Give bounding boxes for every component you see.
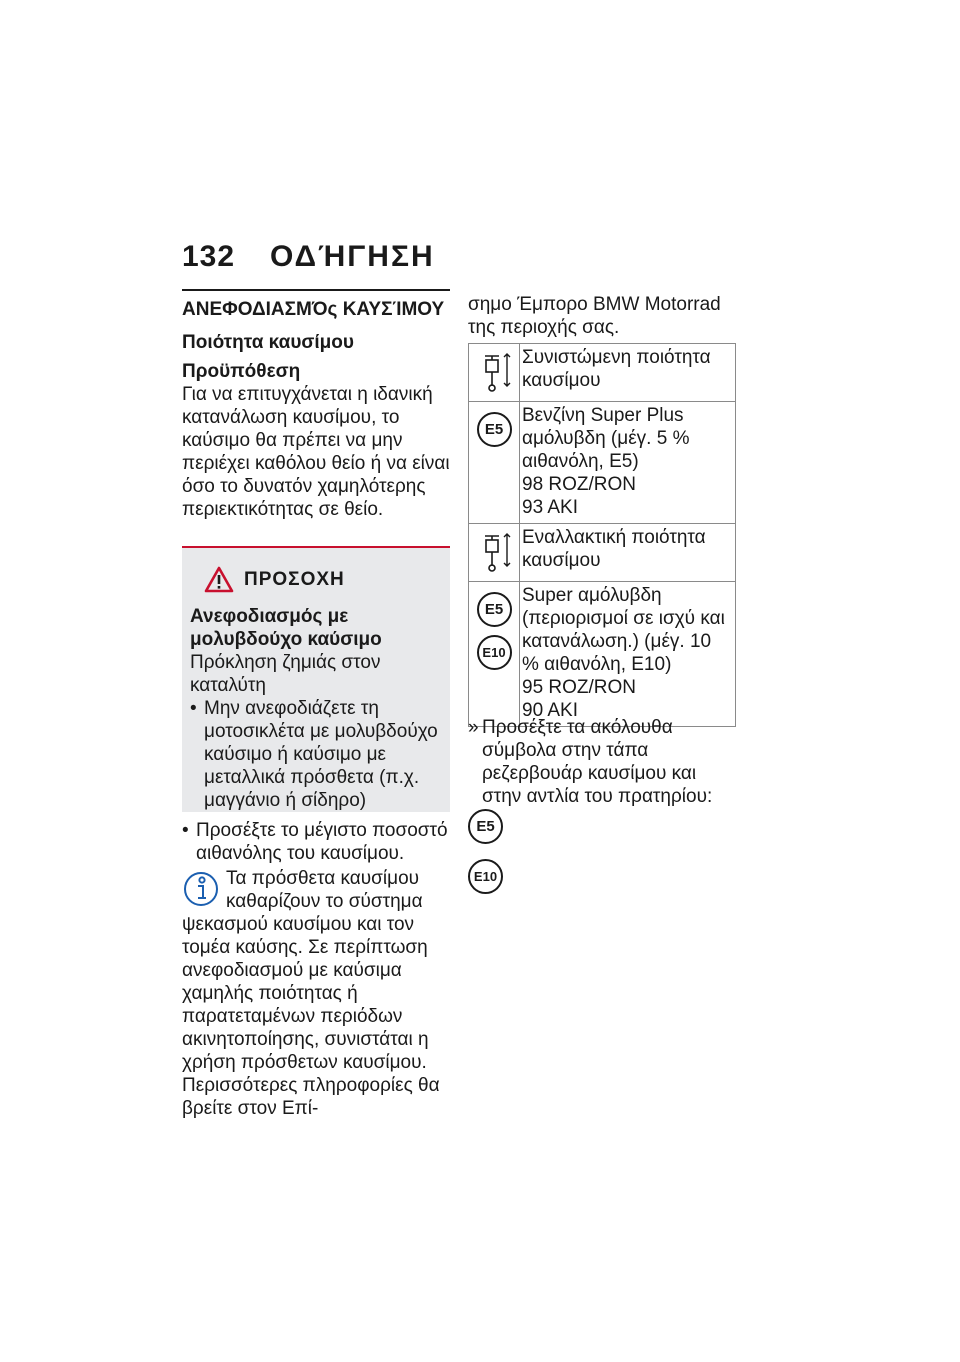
e5-badge-icon: E5 [477, 412, 512, 447]
symbols-bullet-text: Προσέξτε τα ακόλουθα σύμβολα στην τάπα ρεζερβουάρ καυσίμου και στην αντλία του πρατηρίου: [482, 717, 713, 807]
warning-title: Ανεφοδιασμός με μολυβδούχο καύσιμο [190, 606, 382, 650]
warning-box [182, 546, 450, 812]
e5-badge-icon: E5 [477, 592, 512, 627]
fuel-quality-table [468, 343, 736, 727]
alternative-line: 90 AKI [522, 700, 578, 721]
table-icon-cell [469, 344, 520, 402]
alternative-quality-label: Εναλλακτική ποιότητα καυσίμου [522, 527, 706, 571]
e10-badge-icon: E10 [468, 859, 503, 894]
alternative-line: 95 ROZ/RON [522, 677, 637, 698]
info-icon [182, 867, 222, 911]
table-row [469, 402, 736, 524]
recommended-quality-label: Συνιστώμενη ποιότητα καυσίμου [522, 347, 711, 391]
table-row [469, 582, 736, 727]
prerequisite-paragraph: Για να επιτυγχάνεται η ιδανική κατανάλωση καυσίμου, το καύσιμο θα πρέπει να μην περιέχει καθόλου θείο ή να είναι όσο το δυνατόν χαμηλότερης περιεκτικότητας σε θείο. [182, 384, 450, 520]
table-icon-cell [469, 524, 520, 582]
warning-bullet-text: Μην ανεφοδιάζετε τη μοτοσικλέτα με μολυβδούχο καύσιμο ή καύσιμο με μεταλλικά πρόσθετα (π.χ. μαγγάνιο ή σίδηρο) [204, 698, 438, 811]
recommended-line: 98 ROZ/RON [522, 474, 637, 495]
subtitle-prerequisite: Προϋπόθεση [182, 361, 301, 382]
table-row [469, 524, 736, 582]
fuel-pump-icon [469, 524, 519, 576]
chapter-title: ΟΔΉΓΗΣΗ [270, 240, 435, 273]
ethanol-bullet [182, 819, 450, 865]
alternative-line: Super αμόλυβδη (περιορισμοί σε ισχύ και κατανάλωση.) (μέγ. 10 % αιθανόλη, E10) [522, 585, 725, 675]
fuel-pump-icon [469, 344, 519, 396]
table-icon-cell [469, 582, 520, 727]
warning-bullet [190, 697, 444, 812]
table-cell [520, 524, 736, 582]
e5-badge-icon: E5 [468, 809, 503, 844]
info-text: Τα πρόσθετα καυσίμου καθαρίζουν το σύστημα ψεκασμού καυσίμου και τον τομέα καύσης. Σε περίπτωση ανεφοδιασμού με καύσιμα χαμηλής ποιότητας ή παρατεταμένων περιόδων ακινητοποίησης, συνιστάται η χρήση πρόσθετων καυσίμου. Περισσότερες πληροφορίες θα βρείτε στον Επί- [182, 868, 440, 1119]
page-number: 132 [182, 240, 236, 273]
ethanol-bullet-text: Προσέξτε το μέγιστο ποσοστό αιθανόλης του καυσίμου. [196, 820, 448, 864]
table-row [469, 344, 736, 402]
recommended-line: 93 AKI [522, 497, 578, 518]
double-chevron-icon: » [468, 717, 479, 738]
warning-label: ΠΡΟΣΟΧΗ [244, 568, 345, 590]
right-continuation: σημο Έμπορο BMW Motorrad της περιοχής σας. [468, 294, 721, 338]
left-column [182, 298, 450, 521]
table-icon-cell [469, 402, 520, 524]
table-cell [520, 402, 736, 524]
warning-consequence: Πρόκληση ζημιάς στον καταλύτη [190, 652, 381, 696]
subtitle-fuel-quality: Ποιότητα καυσίμου [182, 332, 354, 353]
e10-badge-icon: E10 [477, 635, 512, 670]
warning-header [182, 548, 450, 593]
recommended-line: Βενζίνη Super Plus αμόλυβδη (μέγ. 5 % αιθανόλη, E5) [522, 405, 690, 472]
table-cell [520, 344, 736, 402]
table-cell [520, 582, 736, 727]
header-divider [182, 289, 450, 291]
section-title: ΑΝΕΦΟΔΙΑΣΜΌς ΚΑΥΣΊΜΟΥ [182, 299, 445, 320]
warning-icon [204, 566, 234, 593]
info-note [182, 867, 450, 1120]
symbols-bullet [468, 716, 738, 808]
bullet-dot-icon: • [182, 820, 189, 841]
bullet-dot-icon: • [190, 698, 197, 719]
